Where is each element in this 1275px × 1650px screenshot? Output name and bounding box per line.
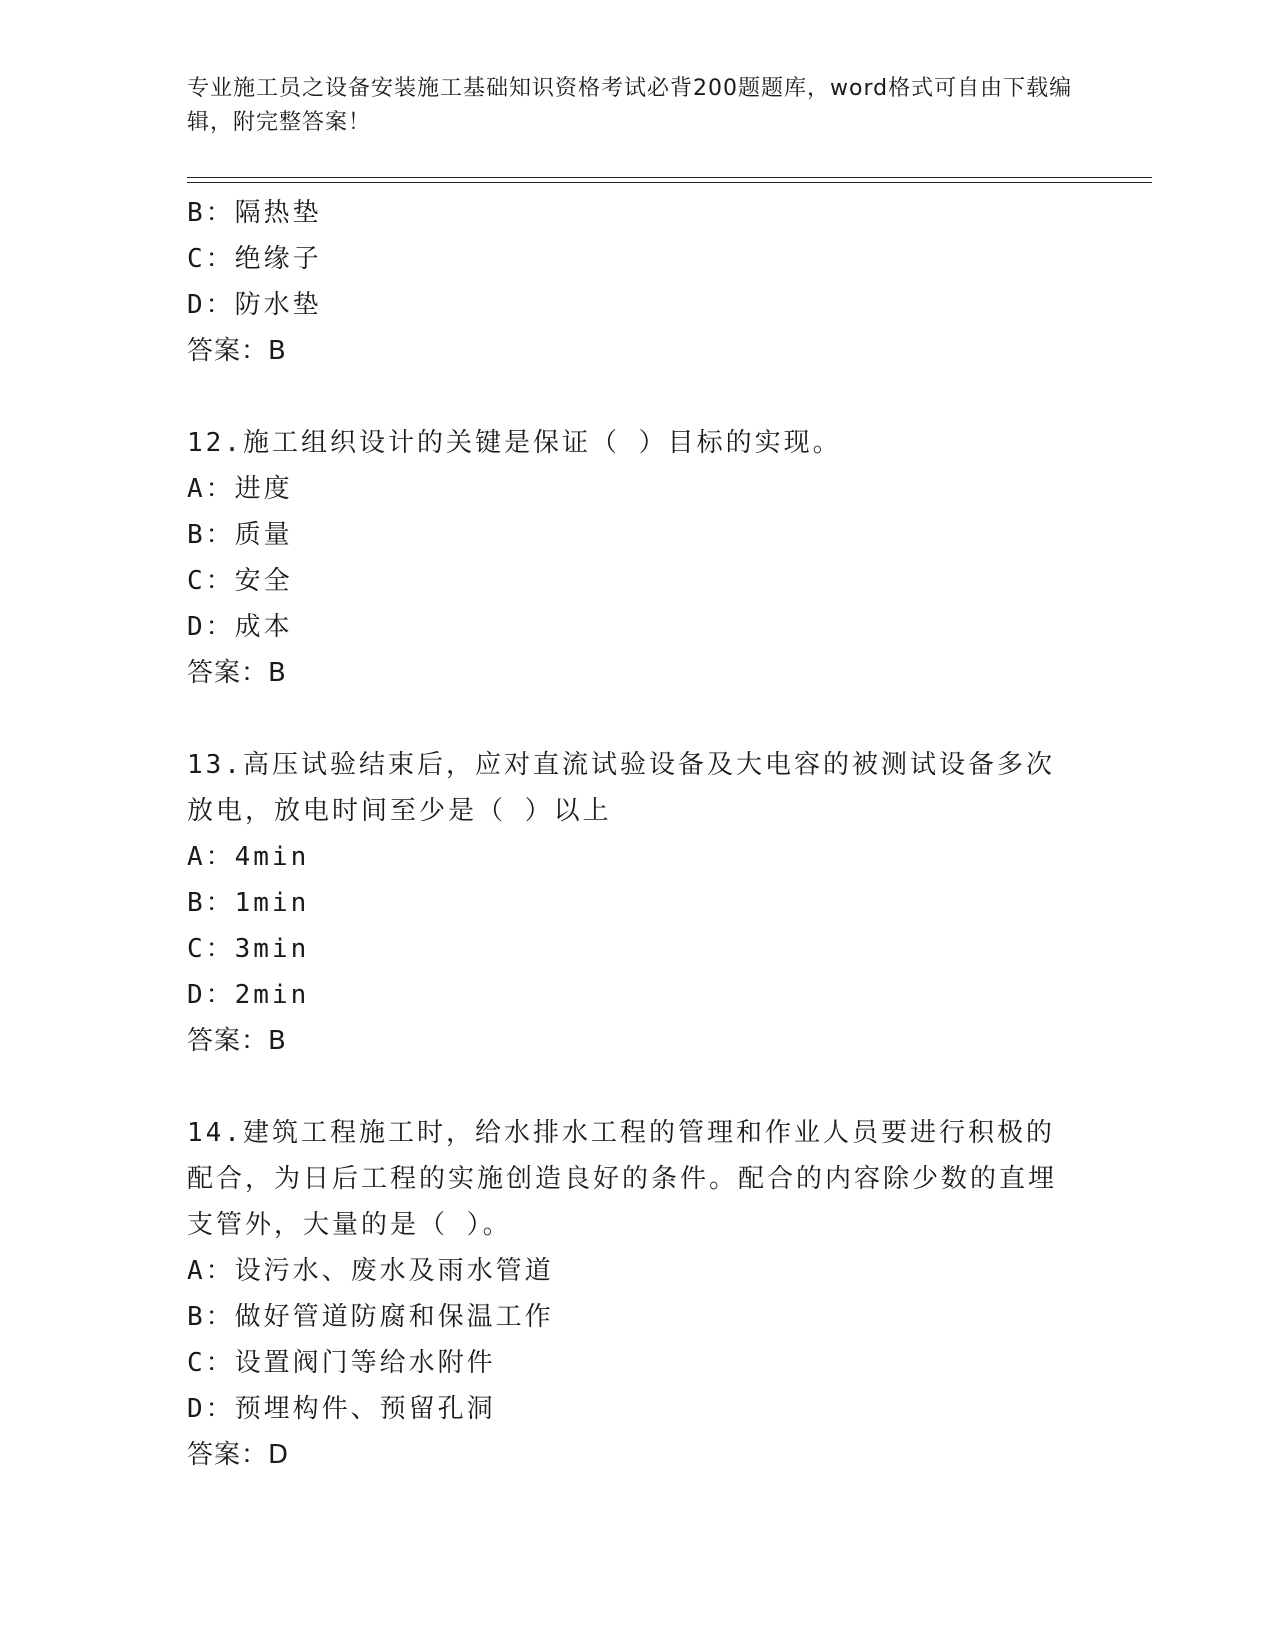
spacer xyxy=(187,1064,1087,1110)
option-d: D：成本 xyxy=(187,612,293,642)
option-c: C：3min xyxy=(187,934,310,964)
option-b: B：质量 xyxy=(187,520,293,550)
question-14 xyxy=(187,1110,1087,1478)
answer-label: 答案：B xyxy=(187,1026,287,1056)
option-d: D：防水垫 xyxy=(187,290,322,320)
question-12 xyxy=(187,420,1087,696)
answer-label: 答案：B xyxy=(187,658,287,688)
document-header: 专业施工员之设备安装施工基础知识资格考试必背200题题库，word格式可自由下载编辑，附完整答案！ xyxy=(187,76,1073,135)
question-stem: 14.建筑工程施工时，给水排水工程的管理和作业人员要进行积极的配合，为日后工程的实施创造良好的条件。配合的内容除少数的直埋支管外，大量的是（ ）。 xyxy=(187,1118,1058,1240)
option-c: C：设置阀门等给水附件 xyxy=(187,1348,496,1378)
question-13 xyxy=(187,742,1087,1064)
option-a: A：设污水、废水及雨水管道 xyxy=(187,1256,554,1286)
option-d: D：2min xyxy=(187,980,310,1010)
answer-label: 答案：D xyxy=(187,1440,290,1470)
option-d: D：预埋构件、预留孔洞 xyxy=(187,1394,496,1424)
option-c: C：绝缘子 xyxy=(187,244,322,274)
option-a: A：4min xyxy=(187,842,310,872)
spacer xyxy=(187,374,1087,420)
question-stem: 12.施工组织设计的关键是保证（ ）目标的实现。 xyxy=(187,428,842,458)
spacer xyxy=(187,696,1087,742)
option-b: B：1min xyxy=(187,888,310,918)
answer-label: 答案：B xyxy=(187,336,287,366)
question-stem: 13.高压试验结束后，应对直流试验设备及大电容的被测试设备多次放电，放电时间至少是（ ）以上 xyxy=(187,750,1055,826)
header-divider-bottom xyxy=(187,182,1152,183)
header-divider-top xyxy=(187,177,1152,178)
option-a: A：进度 xyxy=(187,474,293,504)
option-b: B：隔热垫 xyxy=(187,198,322,228)
question-11-continued xyxy=(187,190,1087,374)
option-c: C：安全 xyxy=(187,566,293,596)
option-b: B：做好管道防腐和保温工作 xyxy=(187,1302,554,1332)
question-list xyxy=(187,190,1087,1478)
